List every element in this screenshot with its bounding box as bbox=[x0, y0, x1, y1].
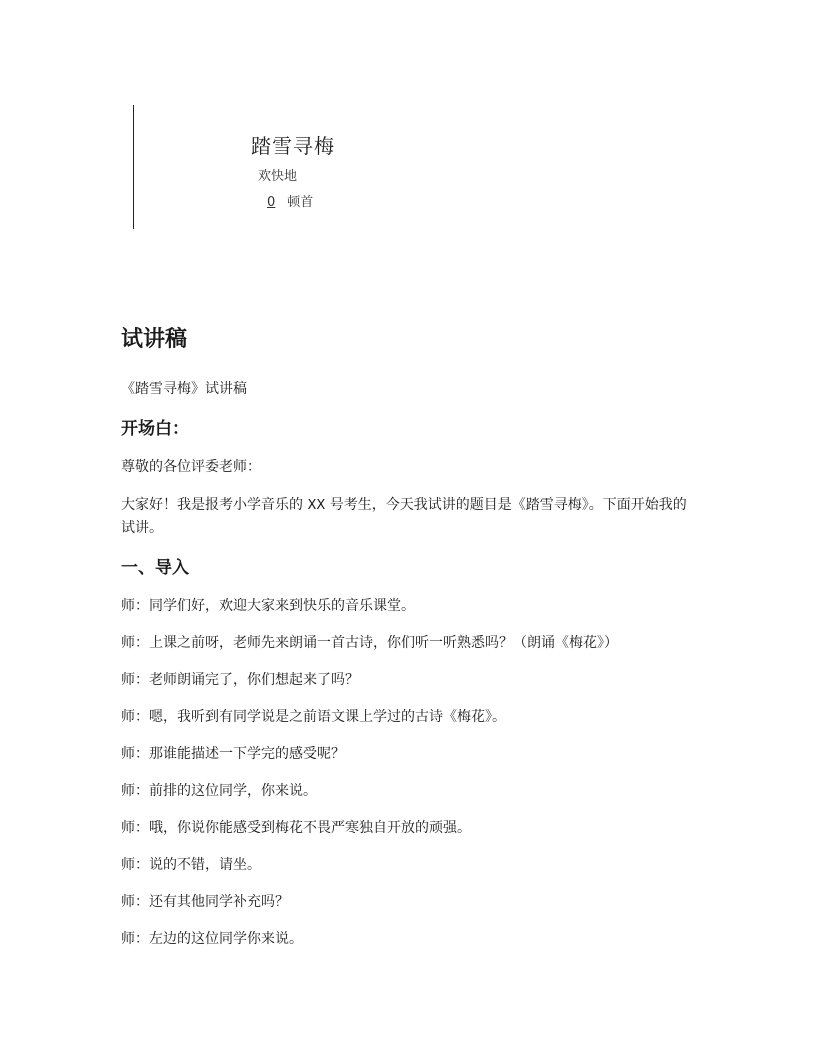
dialog-line: 师：那谁能描述一下学完的感受呢？ bbox=[121, 746, 345, 762]
dialog-line: 师：说的不错，请坐。 bbox=[121, 857, 261, 873]
section-heading-intro: 一、导入 bbox=[121, 558, 189, 578]
dialog-line: 师：嗯，我听到有同学说是之前语文课上学过的古诗《梅花》。 bbox=[121, 709, 506, 725]
song-title: 踏雪寻梅 bbox=[251, 134, 335, 158]
dialog-line: 师：还有其他同学补充吗？ bbox=[121, 894, 289, 910]
document-title: 试讲稿 bbox=[121, 327, 188, 352]
dialog-line: 师：同学们好，欢迎大家来到快乐的音乐课堂。 bbox=[121, 598, 415, 614]
document-subtitle: 《踏雪寻梅》试讲稿 bbox=[121, 381, 247, 397]
dialog-line: 师：哦，你说你能感受到梅花不畏严寒独自开放的顽强。 bbox=[121, 820, 471, 836]
lyric-fragment: 顿首 bbox=[287, 195, 314, 210]
tempo-marking: 欢快地 bbox=[258, 169, 298, 184]
greeting: 尊敬的各位评委老师： bbox=[121, 459, 261, 475]
dialog-list bbox=[121, 595, 696, 950]
dialog-line: 师：左边的这位同学你来说。 bbox=[121, 931, 303, 947]
document-body bbox=[121, 322, 696, 965]
dialog-line: 师：前排的这位同学，你来说。 bbox=[121, 783, 317, 799]
candidate-number: XX bbox=[307, 498, 326, 513]
intro-part1: 大家好！我是报考小学音乐的 bbox=[121, 497, 303, 513]
bar-number: 0 bbox=[267, 195, 276, 210]
dialog-line: 师：上课之前呀，老师先来朗诵一首古诗，你们听一听熟悉吗？（朗诵《梅花》） bbox=[121, 635, 618, 651]
lyric-line bbox=[267, 191, 313, 210]
opening-heading: 开场白： bbox=[121, 419, 189, 439]
dialog-line: 师：老师朗诵完了，你们想起来了吗？ bbox=[121, 672, 359, 688]
intro-paragraph bbox=[121, 494, 696, 539]
intro-part2: 号考生，今天我试讲的题目是《踏雪寻梅》。下面开始我的试讲。 bbox=[121, 497, 687, 536]
sheet-music-header bbox=[133, 105, 434, 229]
